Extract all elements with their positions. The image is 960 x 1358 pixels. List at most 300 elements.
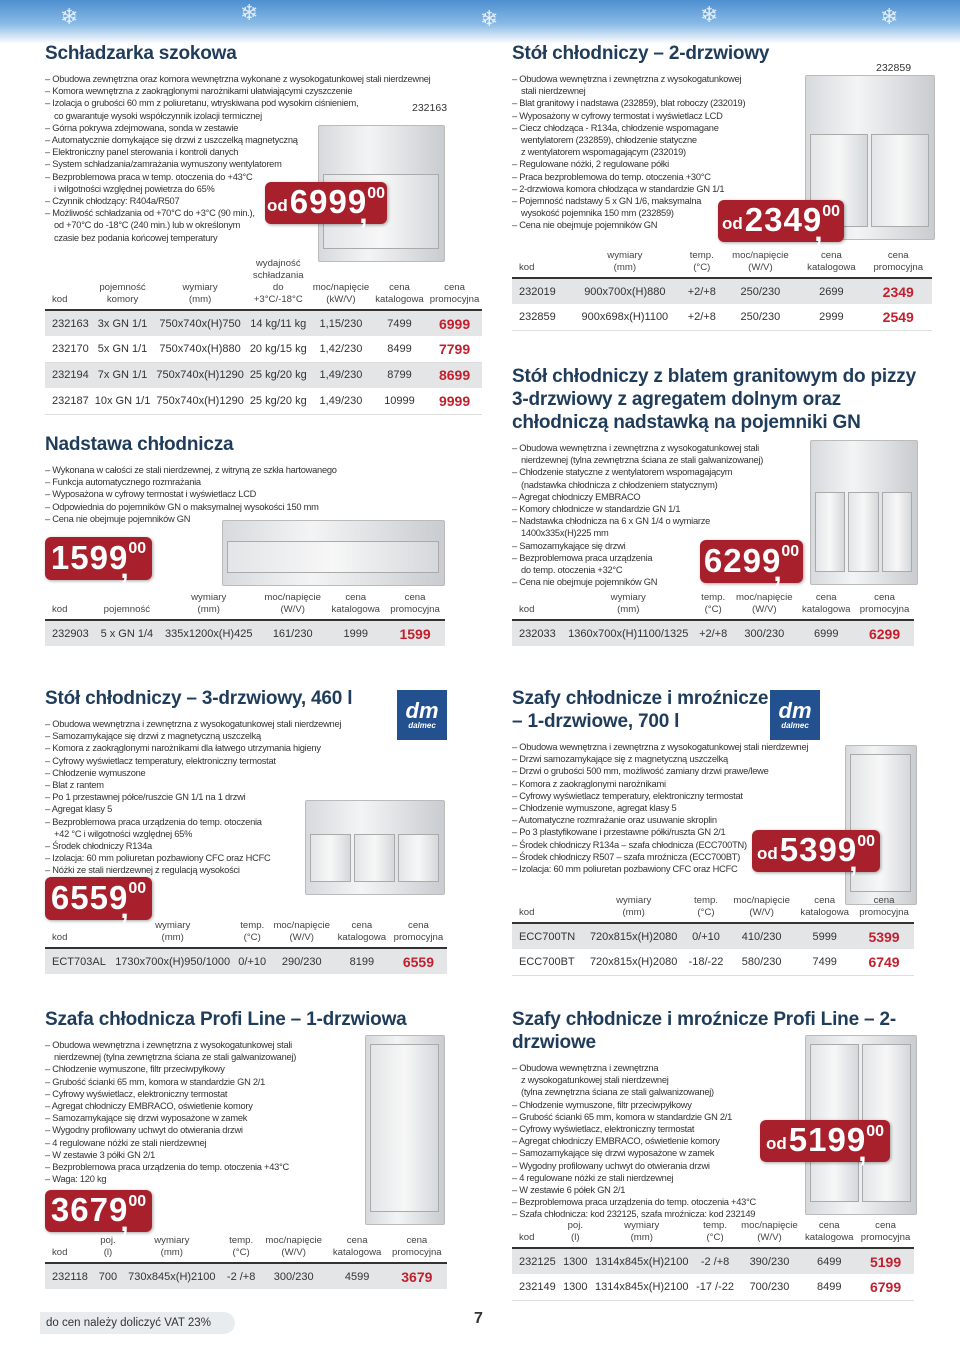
column-header: temp. (°C) xyxy=(693,1220,738,1248)
table-cell: 300/230 xyxy=(260,1263,328,1289)
feature-item: – Nadstawka chłodnicza na 6 x GN 1/4 o wymiarze 1400x335x(H)225 mm xyxy=(512,515,932,539)
price-cents: , 00 xyxy=(128,1193,146,1211)
price-main: 5399 xyxy=(779,831,858,868)
feature-item: – Ciecz chłodząca - R134a, chłodzenie wspomagane wentylatorem (232859), chłodzenie statyczne z wentylatorem wspomagającym (232019) xyxy=(512,122,932,159)
feature-item: – Po 1 przestawnej półce/ruszcie GN 1/1 na 1 drzwi xyxy=(45,791,445,803)
column-header: poj. (l) xyxy=(95,1235,121,1263)
feature-item: – Odpowiednia do pojemników GN o maksymalnej wysokości 150 mm xyxy=(45,501,450,513)
table-cell: 25 kg/20 kg xyxy=(247,362,310,388)
price-main: 6299 xyxy=(703,542,782,579)
table-cell: -2 /+8 xyxy=(693,1248,738,1274)
column-header: cena katalogowa xyxy=(795,895,854,923)
promo-price-cell: 2549 xyxy=(865,304,933,330)
feature-item: – Komora z zaokrąglonymi narożnikami dla łatwego utrzymania higieny xyxy=(45,742,445,754)
price-table xyxy=(512,895,914,976)
column-header: pojemność komory xyxy=(92,258,154,310)
column-header: kod xyxy=(45,1235,95,1263)
brand-logo xyxy=(397,690,447,740)
promo-price-cell: 1599 xyxy=(385,620,445,646)
table-row xyxy=(512,1274,914,1300)
column-header: cena promocyjna xyxy=(865,250,933,278)
feature-item: – Komory chłodnicze w standardzie GN 1/1 xyxy=(512,503,932,515)
table-header-row xyxy=(512,895,914,923)
feature-item: – Komora wewnętrzna z zaokrąglonymi narożnikami ułatwiającymi czyszczenie xyxy=(45,85,450,97)
price-main: 2349 xyxy=(744,201,823,238)
column-header: wymiary (mm) xyxy=(158,592,259,620)
feature-item: – Automatycznie domykające się drzwi z uszczelką magnetyczną xyxy=(45,134,450,146)
column-header: kod xyxy=(45,258,92,310)
price-table xyxy=(45,1235,447,1289)
feature-item: – Grubość ścianki 65 mm, komora w standardzie GN 2/1 xyxy=(45,1076,445,1088)
table-cell: 2699 xyxy=(798,278,864,304)
table-cell: 25 kg/20 kg xyxy=(247,388,310,414)
column-header: wydajność schładzania do +3°C/-18°C xyxy=(247,258,310,310)
feature-item: – Bezproblemowa praca urządzenia do temp. otoczenia +43°C xyxy=(45,1161,445,1173)
column-header: kod xyxy=(45,592,95,620)
price-badge xyxy=(45,877,152,920)
feature-item: – Obudowa wewnętrzna i zewnętrzna z wysokogatunkowej stali nierdzewnej (tylna zewnętrzna ściana ze stali galwanizowanej) xyxy=(45,1039,445,1063)
table-row xyxy=(45,310,482,336)
price-main: 1599 xyxy=(50,539,129,576)
section-title: Stół chłodniczy – 3-drzwiowy, 460 l xyxy=(45,688,353,709)
feature-item: – Obudowa wewnętrzna i zewnętrzna z wysokogatunkowej stali nierdzewnej xyxy=(45,718,445,730)
table-cell: 232163 xyxy=(45,310,92,336)
feature-item: – Chłodzenie wymuszone, filtr przeciwpyłkowy xyxy=(45,1063,445,1075)
feature-item: – Komora z zaokrąglonymi narożnikami xyxy=(512,778,932,790)
feature-list xyxy=(45,73,450,244)
column-header: poj. (l) xyxy=(560,1220,591,1248)
table-cell: 290/230 xyxy=(270,948,334,974)
feature-item: – Cyfrowy wyświetlacz, elektroniczny termostat xyxy=(45,1088,445,1100)
column-header: kod xyxy=(512,592,561,620)
price-main: 3679 xyxy=(50,1191,129,1228)
price-cents: , 00 xyxy=(822,203,840,221)
table-cell: +2/+8 xyxy=(681,278,722,304)
feature-item: – Agregat klasy 5 xyxy=(45,803,445,815)
price-cents: , 00 xyxy=(857,833,875,851)
feature-item: – Cena nie obejmuje pojemników GN xyxy=(512,576,932,588)
table-cell: 720x815x(H)2080 xyxy=(583,949,684,975)
table-cell: -17 /-22 xyxy=(693,1274,738,1300)
column-header: cena promocyjna xyxy=(857,1220,914,1248)
table-cell: 10999 xyxy=(372,388,427,414)
table-cell: 8499 xyxy=(801,1274,857,1300)
price-main: 5199 xyxy=(788,1121,867,1158)
feature-item: – 2-drzwiowa komora chłodząca w standardzie GN 1/1 xyxy=(512,183,932,195)
feature-list xyxy=(45,718,445,877)
table-row xyxy=(45,948,447,974)
table-cell: 0/+10 xyxy=(684,923,728,949)
door-panel xyxy=(227,541,439,573)
feature-item: – Chłodzenie wymuszone, filtr przeciwpyłkowy xyxy=(512,1099,932,1111)
table-cell: 8799 xyxy=(372,362,427,388)
feature-item: – Regulowane nóżki, 2 regulowane półki xyxy=(512,158,932,170)
feature-item: – Agregat chłodniczy EMBRACO xyxy=(512,491,932,503)
feature-item: – Obudowa wewnętrzna i zewnętrzna z wysokogatunkowej stali nierdzewnej (tylna zewnętrzna ściana ze stali galwanizowanej) xyxy=(512,442,932,466)
table-row xyxy=(45,388,482,414)
snowflake-icon: ❄ xyxy=(480,6,499,31)
table-row xyxy=(45,1263,447,1289)
table-cell: 6999 xyxy=(797,620,855,646)
column-header: cena promocyjna xyxy=(855,592,914,620)
promo-price-cell: 9999 xyxy=(427,388,483,414)
feature-item: – Blat granitowy i nadstawa (232859), blat roboczy (232019) xyxy=(512,97,932,109)
table-cell: 232125 xyxy=(512,1248,560,1274)
product-section xyxy=(45,1008,445,1185)
table-cell: +2/+8 xyxy=(681,304,722,330)
column-header: cena katalogowa xyxy=(334,920,390,948)
table-cell: 900x698x(H)1100 xyxy=(569,304,681,330)
product-section xyxy=(45,433,450,525)
table-cell: 1,49/230 xyxy=(310,388,373,414)
snowflake-icon: ❄ xyxy=(880,4,899,29)
table-cell: 2999 xyxy=(798,304,864,330)
table-cell: 232149 xyxy=(512,1274,560,1300)
column-header: wymiary (mm) xyxy=(121,1235,222,1263)
table-cell: 161/230 xyxy=(259,620,326,646)
feature-item: – Wyposażony w cyfrowy termostat i wyświetlacz LCD xyxy=(512,110,932,122)
price-cents: , 00 xyxy=(128,540,146,558)
column-header: cena katalogowa xyxy=(797,592,855,620)
feature-item: – Po 3 plastyfikowane i przestawne półki/ruszta GN 2/1 xyxy=(512,826,932,838)
feature-item: – Obudowa zewnętrzna oraz komora wewnętrzna wykonane z wysokogatunkowej stali nierdzewnej xyxy=(45,73,450,85)
feature-item: – Samozamykające się drzwi wyposażone w zamek xyxy=(512,1147,932,1159)
section-title: Szafy chłodnicze i mroźnicze – 1-drzwiowe, 700 l xyxy=(512,688,769,732)
table-cell: 580/230 xyxy=(728,949,795,975)
table-header-row xyxy=(45,1235,447,1263)
table-row xyxy=(45,362,482,388)
feature-item: – Cyfrowy wyświetlacz temperatury, elektroniczny termostat xyxy=(512,790,932,802)
table-cell: 7499 xyxy=(795,949,854,975)
product-section xyxy=(45,687,445,877)
table-cell: 250/230 xyxy=(722,304,798,330)
feature-item: – Środek chłodniczy R134a xyxy=(45,840,445,852)
feature-item: – Samozamykające się drzwi xyxy=(512,540,932,552)
table-cell: 5999 xyxy=(795,923,854,949)
table-header-row xyxy=(45,920,447,948)
column-header: temp. (°C) xyxy=(235,920,270,948)
table-cell: 1730x700x(H)950/1000 xyxy=(111,948,235,974)
price-table xyxy=(45,920,447,974)
price-main: 6559 xyxy=(50,879,129,916)
feature-item: – 4 regulowane nóżki ze stali nierdzewnej xyxy=(512,1172,932,1184)
column-header: wymiary (mm) xyxy=(561,592,695,620)
column-header: cena promocyjna xyxy=(390,920,447,948)
table-cell: 4599 xyxy=(328,1263,387,1289)
feature-item: – Bezproblemowa praca urządzenia do temp. otoczenia +43°C xyxy=(512,1196,932,1208)
promo-price-cell: 6799 xyxy=(857,1274,914,1300)
column-header: kod xyxy=(512,895,583,923)
feature-item: – Górna pokrywa zdejmowana, sonda w zestawie xyxy=(45,122,450,134)
table-cell: ECC700BT xyxy=(512,949,583,975)
column-header: temp. (°C) xyxy=(222,1235,259,1263)
column-header: cena katalogowa xyxy=(801,1220,857,1248)
feature-item: – Automatyczne rozmrażanie oraz usuwanie skroplin xyxy=(512,814,932,826)
section-title: Schładzarka szokowa xyxy=(45,43,237,64)
table-cell: 700 xyxy=(95,1263,121,1289)
feature-item: – Blat z rantem xyxy=(45,779,445,791)
table-cell: ECT703AL xyxy=(45,948,111,974)
feature-item: – Chłodzenie statyczne z wentylatorem wspomagającym (nadstawka chłodnicza z chłodzeniem statycznym) xyxy=(512,466,932,490)
column-header: moc/napięcie (W/V) xyxy=(259,592,326,620)
price-cents: , 00 xyxy=(367,185,385,203)
price-prefix: od xyxy=(267,196,288,215)
table-row xyxy=(45,620,445,646)
promo-price-cell: 8699 xyxy=(427,362,483,388)
price-badge xyxy=(752,830,880,872)
price-badge xyxy=(760,1120,890,1162)
column-header: wymiary (mm) xyxy=(153,258,246,310)
price-cents: , 00 xyxy=(781,543,799,561)
table-cell: 750x740x(H)750 xyxy=(153,310,246,336)
feature-item: – Bezproblemowa praca urządzenia do temp. otoczenia +42 °C i wilgotności względnej 65% xyxy=(45,816,445,840)
column-header: kod xyxy=(512,250,569,278)
table-cell: 410/230 xyxy=(728,923,795,949)
column-header: cena promocyjna xyxy=(385,592,445,620)
table-row xyxy=(45,336,482,362)
feature-item: – Nóżki ze stali nierdzewnej z regulacją wysokości xyxy=(45,864,445,876)
table-cell: 5x GN 1/1 xyxy=(92,336,154,362)
promo-price-cell: 7799 xyxy=(427,336,483,362)
promo-price-cell: 5399 xyxy=(854,923,914,949)
table-cell: 0/+10 xyxy=(235,948,270,974)
table-cell: 232019 xyxy=(512,278,569,304)
table-cell: 390/230 xyxy=(738,1248,802,1274)
price-badge xyxy=(45,1190,152,1232)
promo-price-cell: 6299 xyxy=(855,620,914,646)
feature-item: – Szafa chłodnicza: kod 232125, szafa mroźnicza: kod 232149 xyxy=(512,1208,932,1220)
feature-item: – Samozamykające się drzwi wyposażone w zamek xyxy=(45,1112,445,1124)
table-cell: 5 x GN 1/4 xyxy=(95,620,158,646)
column-header: moc/napięcie (W/V) xyxy=(731,592,797,620)
snowflake-icon: ❄ xyxy=(60,4,79,29)
column-header: pojemność xyxy=(95,592,158,620)
feature-item: – 4 regulowane nóżki ze stali nierdzewnej xyxy=(45,1137,445,1149)
table-cell: 1,15/230 xyxy=(310,310,373,336)
table-cell: 750x740x(H)880 xyxy=(153,336,246,362)
section-title: Nadstawa chłodnicza xyxy=(45,434,234,455)
feature-item: – Obudowa wewnętrzna i zewnętrzna z wysokogatunkowej stali nierdzewnej xyxy=(512,741,932,753)
price-table xyxy=(512,250,932,331)
feature-item: – Izolacja: 60 mm poliuretan pozbawiony CFC oraz HCFC xyxy=(512,863,932,875)
feature-item: – Bezproblemowa praca w temp. otoczenia do +43°C i wilgotności względnej powietrza do 65% xyxy=(45,171,450,195)
column-header: moc/napięcie (W/V) xyxy=(738,1220,802,1248)
feature-item: – Izolacja: 60 mm poliuretan pozbawiony CFC oraz HCFC xyxy=(45,852,445,864)
table-cell: 335x1200x(H)425 xyxy=(158,620,259,646)
price-badge xyxy=(718,200,844,242)
table-row xyxy=(512,923,914,949)
price-table xyxy=(512,592,914,646)
column-header: cena katalogowa xyxy=(798,250,864,278)
brand-logo xyxy=(770,690,820,740)
table-header-row xyxy=(512,592,914,620)
table-cell: 750x740x(H)1290 xyxy=(153,388,246,414)
feature-item: – Chłodzenie wymuszone xyxy=(45,767,445,779)
column-header: kod xyxy=(512,1220,560,1248)
feature-item: – Wykonana w całości ze stali nierdzewnej, z witryną ze szkła hartowanego xyxy=(45,464,450,476)
table-header-row xyxy=(512,250,932,278)
column-header: cena katalogowa xyxy=(372,258,427,310)
feature-item: – Izolacja o grubości 60 mm z poliuretanu, wtryskiwana pod wysokim ciśnieniem, co gwarantuje wysoki współczynnik izolacji termicznej xyxy=(45,97,450,121)
column-header: moc/napięcie (W/V) xyxy=(270,920,334,948)
table-cell: 232118 xyxy=(45,1263,95,1289)
price-badge xyxy=(700,540,803,583)
table-row xyxy=(512,278,932,304)
price-main: 6999 xyxy=(289,183,368,220)
table-cell: 232170 xyxy=(45,336,92,362)
snowflake-icon: ❄ xyxy=(240,0,259,25)
feature-item: – Elektroniczny panel sterowania i kontroli danych xyxy=(45,146,450,158)
table-cell: 750x740x(H)1290 xyxy=(153,362,246,388)
column-header: wymiary (mm) xyxy=(591,1220,693,1248)
table-cell: 7499 xyxy=(372,310,427,336)
table-cell: 232194 xyxy=(45,362,92,388)
product-section xyxy=(45,42,450,244)
feature-item: – Funkcja automatycznego rozmrażania xyxy=(45,476,450,488)
column-header: moc/napięcie (kW/V) xyxy=(310,258,373,310)
table-cell: 1,49/230 xyxy=(310,362,373,388)
feature-item: – W zestawie 6 półek GN 2/1 xyxy=(512,1184,932,1196)
table-cell: 250/230 xyxy=(722,278,798,304)
table-cell: 1999 xyxy=(326,620,385,646)
column-header: cena promocyjna xyxy=(854,895,914,923)
price-prefix: od xyxy=(722,214,743,233)
column-header: cena promocyjna xyxy=(387,1235,447,1263)
table-cell: 10x GN 1/1 xyxy=(92,388,154,414)
table-cell: 14 kg/11 kg xyxy=(247,310,310,336)
table-header-row xyxy=(512,1220,914,1248)
table-cell: 8199 xyxy=(334,948,390,974)
feature-item: – Cyfrowy wyświetlacz, elektroniczny termostat xyxy=(512,1123,932,1135)
table-cell: 232859 xyxy=(512,304,569,330)
table-cell: 20 kg/15 kg xyxy=(247,336,310,362)
column-header: wymiary (mm) xyxy=(111,920,235,948)
column-header: temp. (°C) xyxy=(684,895,728,923)
table-header-row xyxy=(45,592,445,620)
table-cell: 1360x700x(H)1100/1325 xyxy=(561,620,695,646)
table-row xyxy=(512,1248,914,1274)
feature-list xyxy=(45,464,450,525)
product-section xyxy=(512,1008,932,1221)
column-header: cena promocyjna xyxy=(427,258,483,310)
table-cell: -18/-22 xyxy=(684,949,728,975)
price-prefix: od xyxy=(757,844,778,863)
feature-item: – Wyposażona w cyfrowy termostat i wyświetlacz LCD xyxy=(45,488,450,500)
promo-price-cell: 2349 xyxy=(865,278,933,304)
table-row xyxy=(512,620,914,646)
feature-item: – Drzwi o grubości 500 mm, możliwość zamiany drzwi prawe/lewe xyxy=(512,765,932,777)
feature-item: – Środek chłodniczy R134a – szafa chłodnicza (ECC700TN) xyxy=(512,839,932,851)
promo-price-cell: 6749 xyxy=(854,949,914,975)
feature-item: – Cena nie obejmuje pojemników GN xyxy=(45,513,450,525)
page-number: 7 xyxy=(474,1310,483,1327)
price-cents: , 00 xyxy=(866,1123,884,1141)
feature-item: – Obudowa wewnętrzna i zewnętrzna z wysokogatunkowej stali nierdzewnej (tylna zewnętrzna ściana ze stali galwanizowanej) xyxy=(512,1062,932,1099)
feature-item: – Bezproblemowa praca urządzenia do temp. otoczenia +32°C xyxy=(512,552,932,576)
snowflake-banner xyxy=(0,0,960,44)
price-prefix: od xyxy=(766,1134,787,1153)
table-cell: 730x845x(H)2100 xyxy=(121,1263,222,1289)
feature-item: – Cena nie obejmuje pojemników GN xyxy=(512,219,932,231)
feature-item: – Pojemność nadstawy 5 x GN 1/6, maksymalna wysokość pojemnika 150 mm (232859) xyxy=(512,195,932,219)
column-header: moc/napięcie (W/V) xyxy=(728,895,795,923)
section-title: Szafy chłodnicze i mroźnicze Profi Line – 2-drzwiowe xyxy=(512,1009,896,1053)
column-header: wymiary (mm) xyxy=(583,895,684,923)
snowflake-icon: ❄ xyxy=(700,2,719,27)
price-table xyxy=(45,592,445,646)
table-cell: 300/230 xyxy=(731,620,797,646)
table-row xyxy=(512,949,914,975)
price-cents: , 00 xyxy=(128,880,146,898)
table-cell: 1,42/230 xyxy=(310,336,373,362)
product-image xyxy=(222,520,445,586)
column-header: cena katalogowa xyxy=(326,592,385,620)
table-cell: 700/230 xyxy=(738,1274,802,1300)
feature-item: – Możliwość schładzania od +70°C do +3°C (90 min.), od +70°C do -18°C (240 min.) lub w określonym czasie bez podania końcowej temperatury xyxy=(45,207,450,244)
promo-price-cell: 3679 xyxy=(387,1263,447,1289)
price-table xyxy=(512,1220,914,1301)
table-cell: ECC700TN xyxy=(512,923,583,949)
feature-item: – Czynnik chłodzący: R404a/R507 xyxy=(45,195,450,207)
feature-item: – Cyfrowy wyświetlacz temperatury, elektroniczny termostat xyxy=(45,755,445,767)
table-cell: 232187 xyxy=(45,388,92,414)
price-badge xyxy=(45,537,152,580)
column-header: temp. (°C) xyxy=(681,250,722,278)
table-cell: 720x815x(H)2080 xyxy=(583,923,684,949)
column-header: kod xyxy=(45,920,111,948)
feature-list xyxy=(45,1039,445,1185)
price-table xyxy=(45,258,482,415)
logo-text: dalmec xyxy=(781,720,809,730)
table-cell: 232903 xyxy=(45,620,95,646)
feature-item: – Chłodzenie wymuszone, agregat klasy 5 xyxy=(512,802,932,814)
promo-price-cell: 6999 xyxy=(427,310,483,336)
vat-note: do cen należy doliczyć VAT 23% xyxy=(40,1312,235,1334)
column-header: cena katalogowa xyxy=(328,1235,387,1263)
feature-item: – Wygodny profilowany uchwyt do otwierania drzwi xyxy=(512,1160,932,1172)
section-title: Szafa chłodnicza Profi Line – 1-drzwiowa xyxy=(45,1009,407,1030)
feature-item: – Agregat chłodniczy EMBRACO, oświetlenie komory xyxy=(512,1135,932,1147)
table-cell: 1300 xyxy=(560,1248,591,1274)
table-cell: 6499 xyxy=(801,1248,857,1274)
logo-text: dalmec xyxy=(408,720,436,730)
column-header: wymiary (mm) xyxy=(569,250,681,278)
table-cell: -2 /+8 xyxy=(222,1263,259,1289)
section-title: Stół chłodniczy – 2-drzwiowy xyxy=(512,43,770,64)
table-cell: 900x700x(H)880 xyxy=(569,278,681,304)
column-header: moc/napięcie (W/V) xyxy=(260,1235,328,1263)
feature-item: – Agregat chłodniczy EMBRACO, oświetlenie komory xyxy=(45,1100,445,1112)
column-header: temp. (°C) xyxy=(695,592,731,620)
promo-price-cell: 6559 xyxy=(390,948,447,974)
table-cell: 1314x845x(H)2100 xyxy=(591,1274,693,1300)
table-cell: 7x GN 1/1 xyxy=(92,362,154,388)
product-code-label: 232859 xyxy=(876,62,912,74)
feature-item: – Środek chłodniczy R507 – szafa mroźnicza (ECC700BT) xyxy=(512,851,932,863)
table-cell: 3x GN 1/1 xyxy=(92,310,154,336)
feature-item: – System schładzania/zamrażania wymuszony wentylatorem xyxy=(45,158,450,170)
feature-item: – Drzwi samozamykające się z magnetyczną uszczelką xyxy=(512,753,932,765)
price-badge xyxy=(265,182,387,224)
promo-price-cell: 5199 xyxy=(857,1248,914,1274)
product-code-label: 232163 xyxy=(412,102,448,114)
table-cell: 8499 xyxy=(372,336,427,362)
table-row xyxy=(512,304,932,330)
logo-mark: dm xyxy=(405,697,439,723)
logo-mark: dm xyxy=(778,697,812,723)
column-header: moc/napięcie (W/V) xyxy=(722,250,798,278)
feature-item: – Obudowa wewnętrzna i zewnętrzna z wysokogatunkowej stali nierdzewnej xyxy=(512,73,932,97)
